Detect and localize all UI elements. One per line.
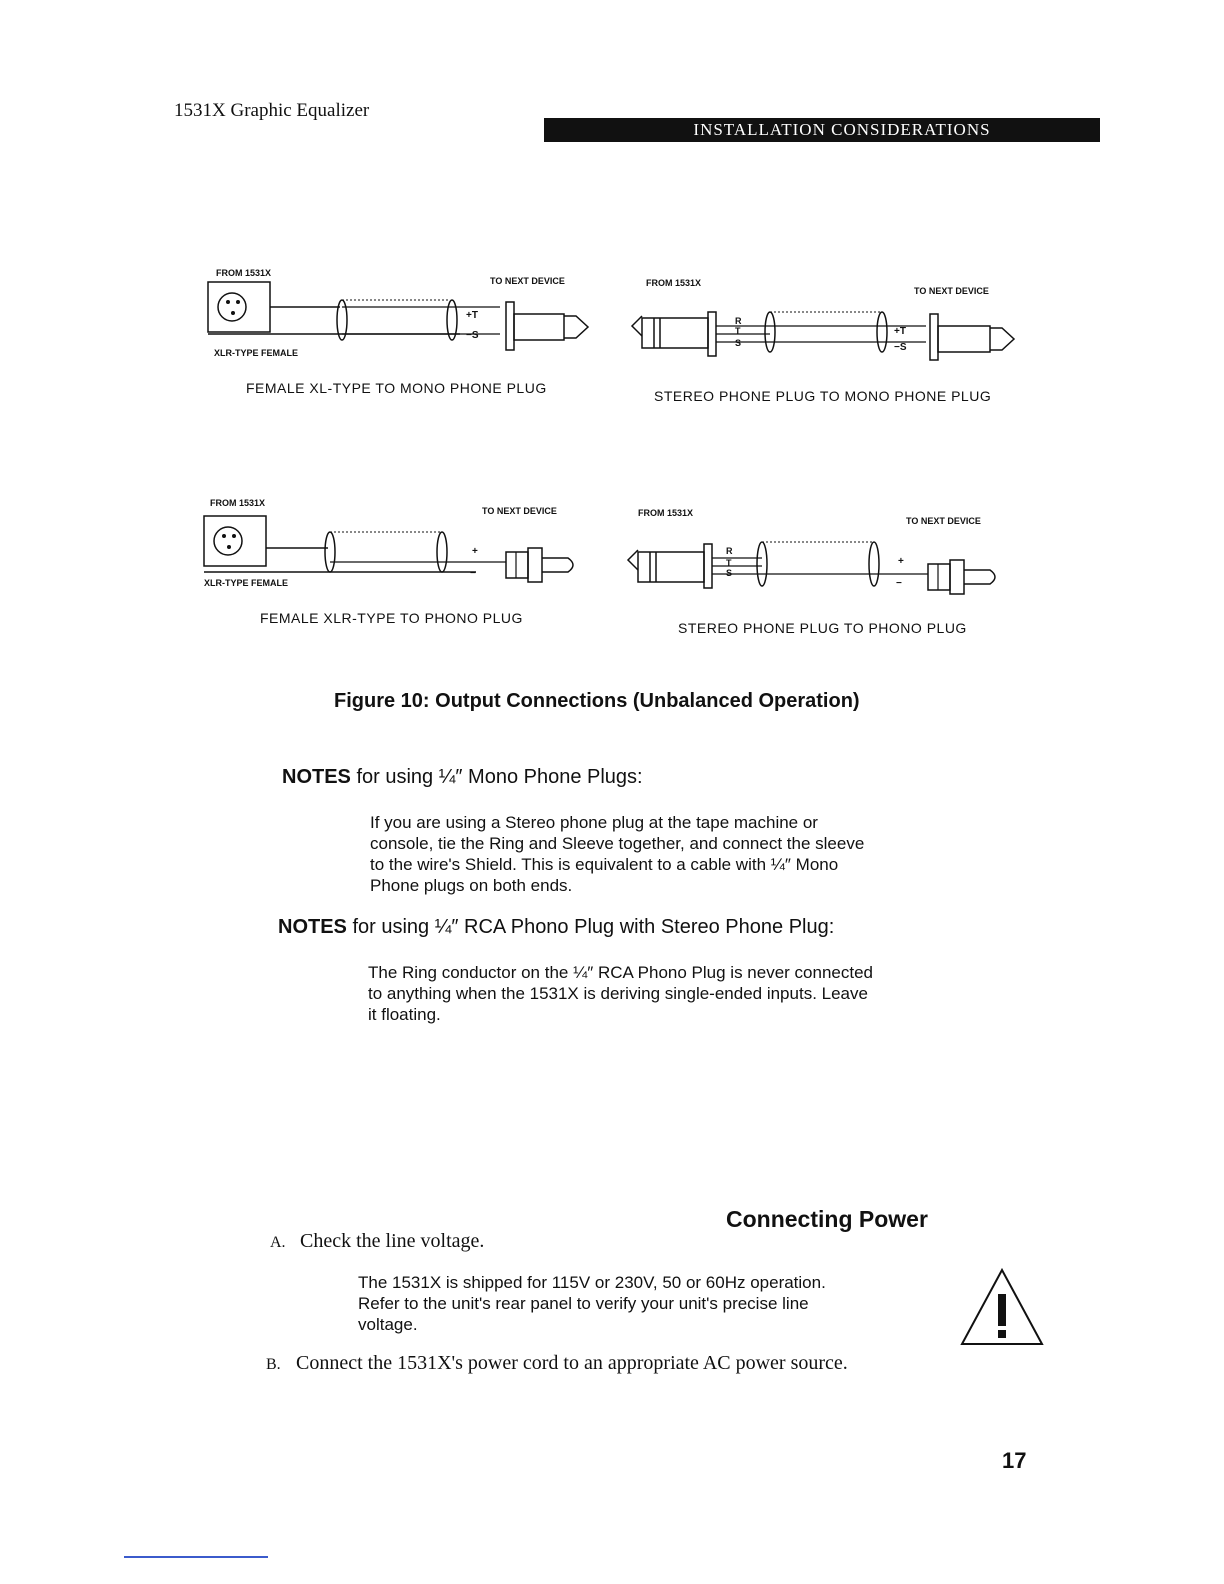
pin-plus-label: + (472, 546, 478, 557)
plug-tip (632, 316, 642, 336)
step-text: Check the line voltage. (300, 1230, 485, 1252)
to-label: TO NEXT DEVICE (482, 506, 557, 516)
note-label: NOTES (278, 916, 347, 938)
note-body: The Ring conductor on the ¼″ RCA Phono Plug is never connected to anything when the 1531X is deriving single-ended inputs. Leave it floating. (368, 963, 873, 1024)
xlr-mono-wiring (200, 262, 600, 362)
to-label: TO NEXT DEVICE (914, 286, 989, 296)
figure-caption: Figure 10: Output Connections (Unbalanced Operation) (334, 690, 860, 712)
xlr-pin (236, 300, 240, 304)
xlr-pin (227, 545, 231, 549)
step-a-body: The 1531X is shipped for 115V or 230V, 50 or 60Hz operation. Refer to the unit's rear panel to verify your unit's precise line voltage. (358, 1273, 826, 1334)
from-label: FROM 1531X (638, 508, 694, 518)
from-label: FROM 1531X (646, 278, 702, 288)
cable-jacket-end (437, 532, 447, 572)
xlr-pin (231, 311, 235, 315)
plug-collar (704, 544, 712, 588)
plug-body (938, 326, 990, 352)
footer-rule (124, 1556, 268, 1558)
phono-collar (528, 548, 542, 582)
phono-pin (542, 558, 573, 572)
plug-collar (708, 312, 716, 356)
plug-tip (564, 316, 588, 338)
document-title: 1531X Graphic Equalizer (174, 100, 370, 121)
xlr-pin (232, 534, 236, 538)
step-a (270, 1230, 484, 1253)
phono-collar (950, 560, 964, 594)
section-title: Connecting Power (726, 1206, 928, 1232)
pin-ring-label: R (735, 316, 742, 326)
pin-sleeve-label: −S (466, 330, 479, 341)
cable-jacket-end (869, 542, 879, 586)
note-heading-text: for using ¼″ Mono Phone Plugs: (350, 766, 643, 788)
pin-ring-label: R (726, 546, 733, 556)
plug-body (642, 318, 708, 348)
connector-label: XLR-TYPE FEMALE (204, 578, 289, 588)
xlr-face (214, 527, 242, 555)
from-label: FROM 1531X (210, 498, 266, 508)
section-header-label: INSTALLATION CONSIDERATIONS (693, 120, 991, 139)
note-label: NOTES (282, 766, 351, 788)
pin-sleeve-label: S (726, 568, 733, 578)
pin-minus-label: − (896, 578, 902, 589)
section-header-bar (544, 118, 1100, 142)
xlr-pin (226, 300, 230, 304)
phono-shell (928, 564, 950, 590)
phono-shell (506, 552, 528, 578)
note-heading (278, 916, 834, 939)
from-label: FROM 1531X (216, 268, 272, 278)
note-heading-text: for using ¼″ RCA Phono Plug with Stereo Phone Plug: (346, 916, 835, 938)
plug-body (638, 552, 704, 582)
xlr-pin (222, 534, 226, 538)
step-text: Connect the 1531X's power cord to an appropriate AC power source. (296, 1352, 848, 1374)
to-label: TO NEXT DEVICE (490, 276, 565, 286)
phono-pin (964, 570, 995, 584)
note-body: If you are using a Stereo phone plug at the tape machine or console, tie the Ring and Sleeve together, and connect the sleeve to the wire's Shield. This is equivalent to a cable with ¼″ Mono Phone plugs on both ends. (370, 813, 865, 895)
pin-tip-label: +T (466, 310, 478, 321)
xlr-phono-wiring (196, 492, 596, 592)
warning-triangle-icon (958, 1266, 1046, 1348)
to-label: TO NEXT DEVICE (906, 516, 981, 526)
plug-body (514, 314, 564, 340)
step-letter: B. (266, 1356, 281, 1373)
pin-sleeve-label: −S (894, 342, 907, 353)
diagram-caption: FEMALE XLR-TYPE TO PHONO PLUG (260, 610, 523, 626)
diagram-caption: FEMALE XL-TYPE TO MONO PHONE PLUG (246, 380, 547, 396)
diagram-caption: STEREO PHONE PLUG TO MONO PHONE PLUG (654, 388, 992, 404)
pin-tip-label: T (726, 558, 732, 568)
step-letter: A. (270, 1234, 286, 1251)
xlr-face (218, 293, 246, 321)
cable-jacket-end (757, 542, 767, 586)
plug-collar (506, 302, 514, 350)
plug-collar (930, 314, 938, 360)
pin-tip-label: +T (894, 326, 906, 337)
connector-label: XLR-TYPE FEMALE (214, 348, 299, 358)
pin-tip-label: T (735, 326, 741, 336)
diagram-caption: STEREO PHONE PLUG TO PHONO PLUG (678, 620, 967, 636)
note-heading (282, 766, 643, 789)
stereo-phono-wiring (612, 502, 1012, 602)
pin-plus-label: + (898, 556, 904, 567)
plug-tip (628, 550, 638, 570)
step-b (266, 1352, 848, 1375)
cable-jacket-end (765, 312, 775, 352)
cable-jacket-end (325, 532, 335, 572)
pin-minus-label: − (470, 568, 476, 579)
stereo-mono-wiring (620, 272, 1020, 372)
page-number: 17 (1002, 1448, 1027, 1473)
cable-jacket-end (877, 312, 887, 352)
plug-tip (990, 328, 1014, 350)
pin-sleeve-label: S (735, 338, 742, 348)
